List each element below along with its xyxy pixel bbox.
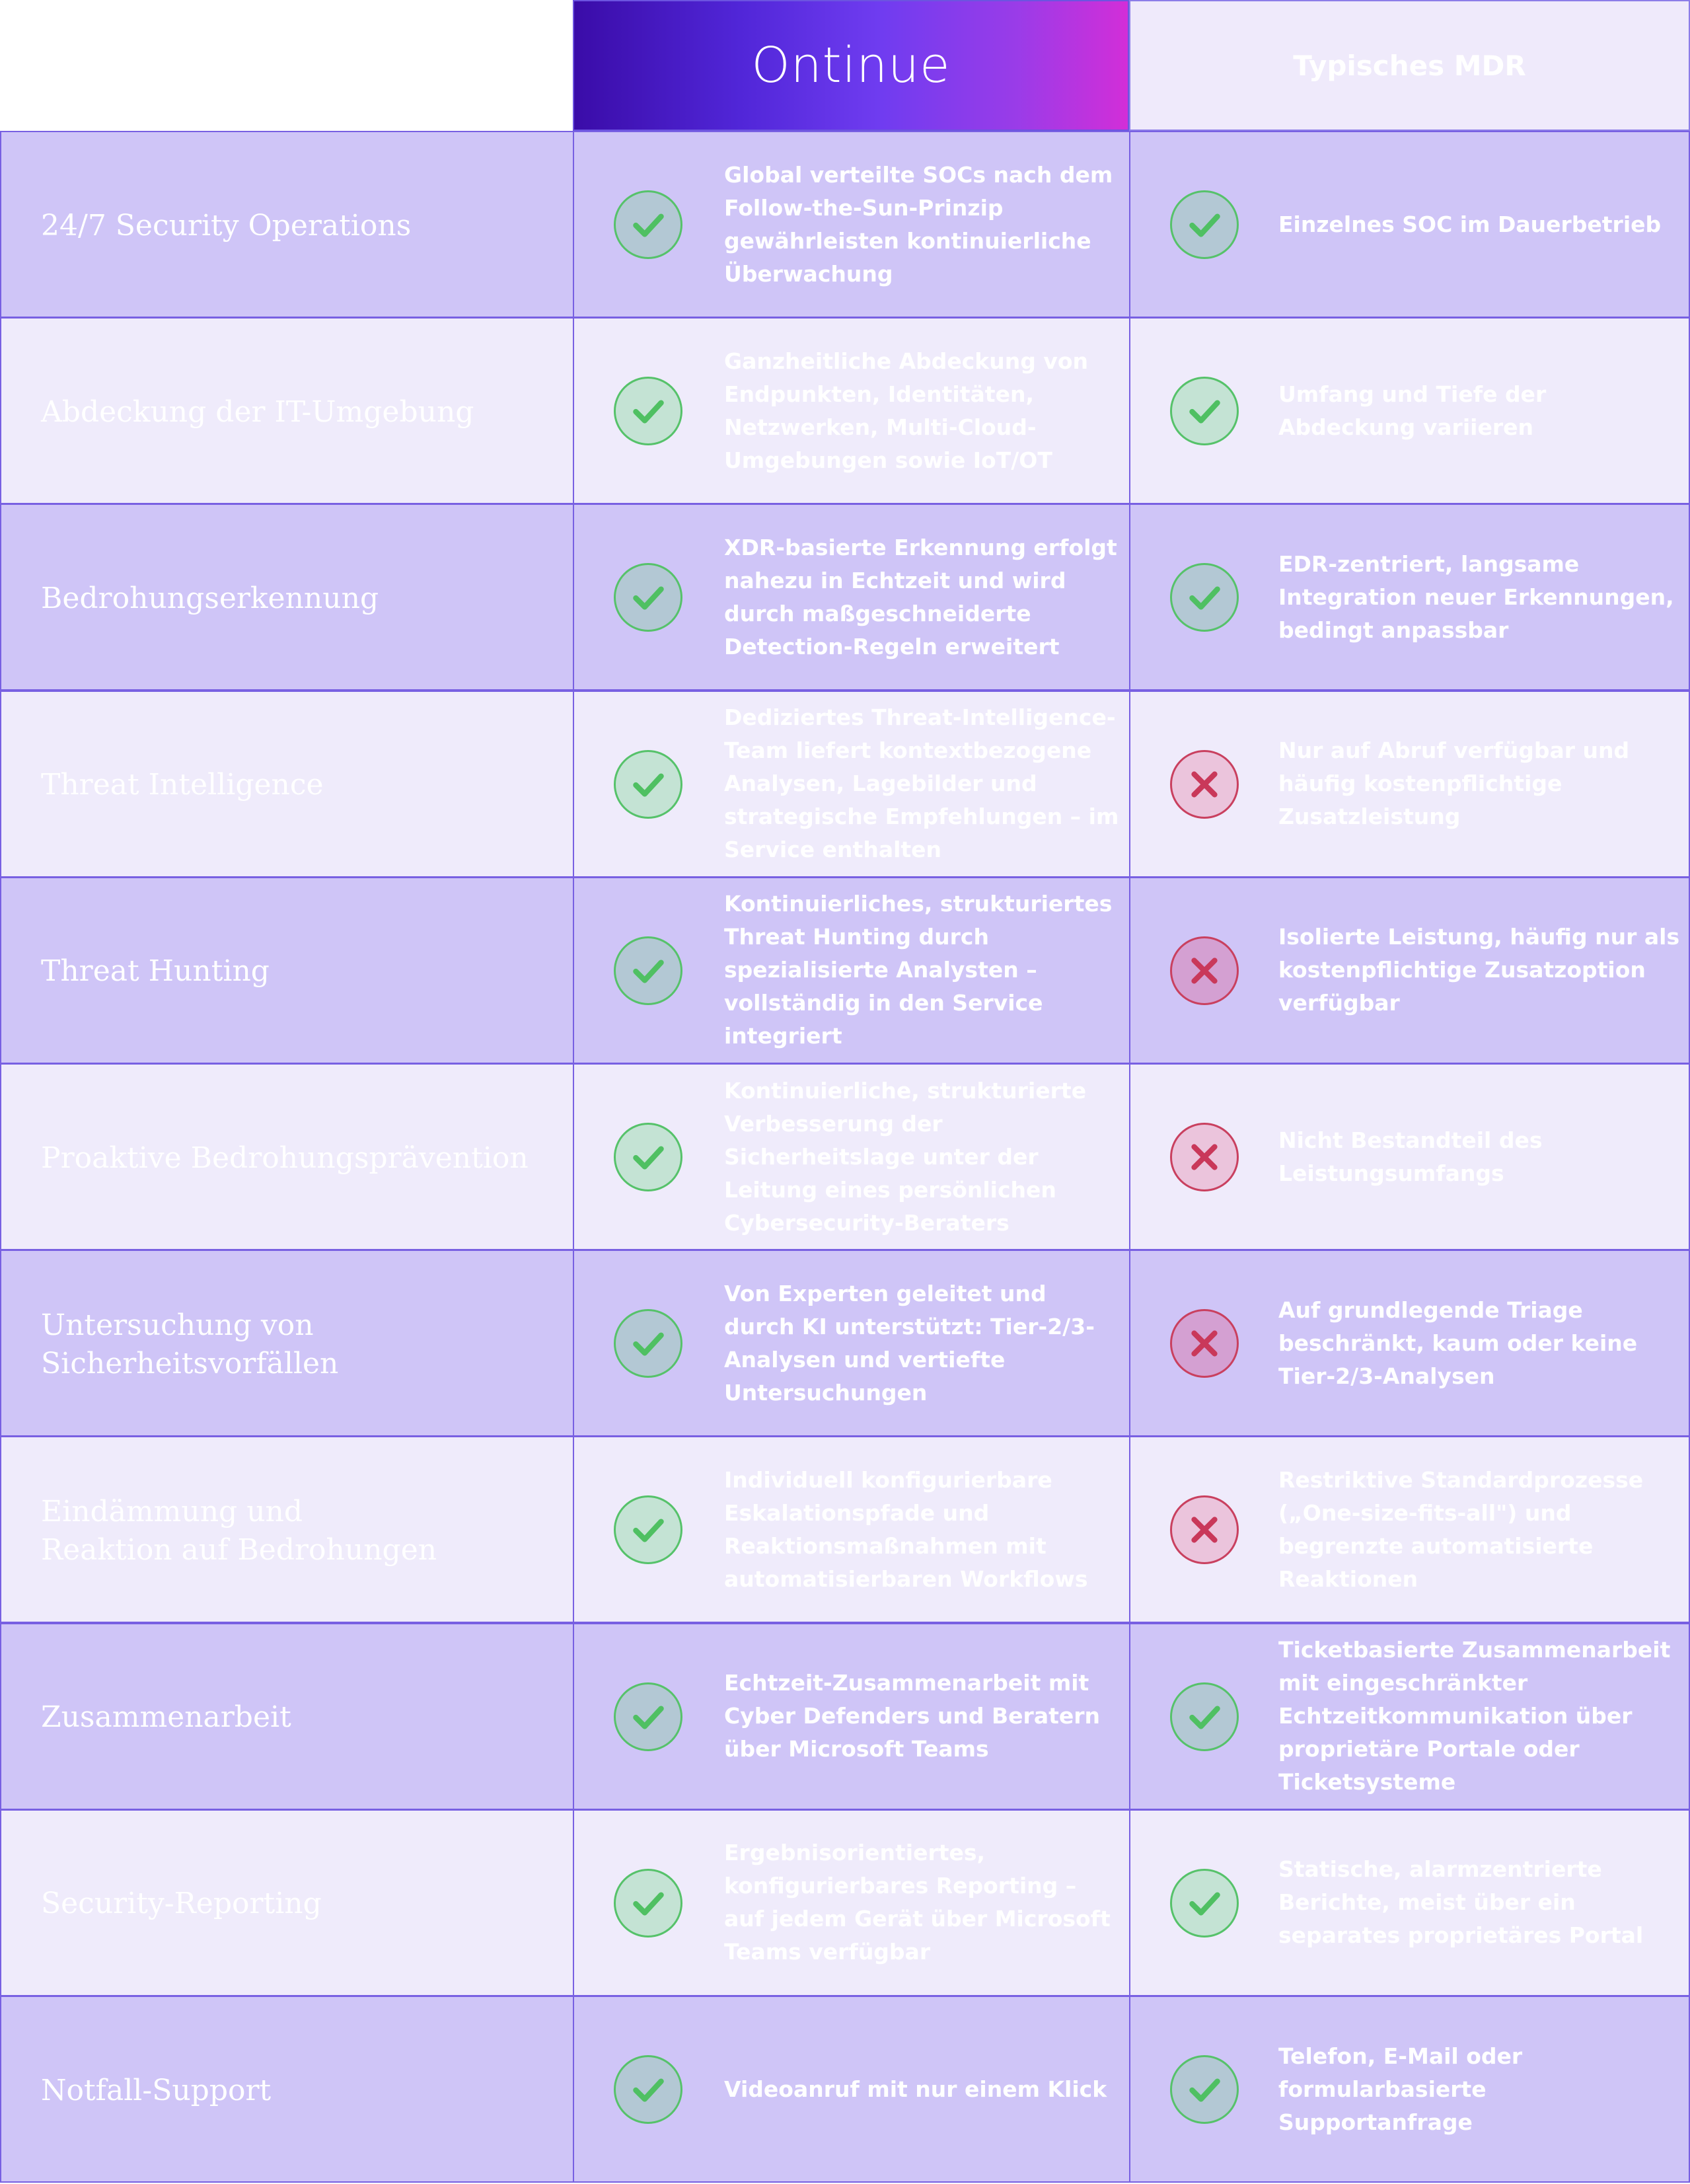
table-row	[0, 504, 1690, 691]
mdr-description: EDR-zentriert, langsame Integration neuer Erkennungen, bedingt anpassbar	[1278, 550, 1674, 643]
mdr-description: Auf grundlegende Triage beschränkt, kaum oder keine Tier-2/3-Analysen	[1278, 1297, 1638, 1389]
table-row	[0, 317, 1690, 504]
check-icon	[1170, 563, 1239, 632]
feature-label: Proaktive Bedrohungsprävention	[41, 1141, 529, 1175]
ontinue-cell	[573, 691, 1130, 878]
ontinue-description: Von Experten geleitet und durch KI unterstützt: Tier-2/3-Analysen und vertiefte Untersuchungen	[724, 1280, 1095, 1406]
check-icon	[614, 1682, 682, 1751]
header-mdr-cell	[1129, 0, 1690, 131]
feature-cell	[0, 1250, 574, 1437]
check-icon	[1170, 377, 1239, 445]
cross-icon	[1170, 1123, 1239, 1191]
ontinue-description: Global verteilte SOCs nach dem Follow-the-Sun-Prinzip gewährleisten kontinuierliche Überwachung	[724, 161, 1113, 287]
feature-cell	[0, 317, 574, 504]
check-icon	[614, 1869, 682, 1938]
feature-label: Threat Intelligence	[41, 768, 324, 802]
mdr-cell	[1129, 691, 1690, 878]
table-row	[0, 1436, 1690, 1623]
header-empty-cell	[0, 0, 573, 131]
ontinue-description: Videoanruf mit nur einem Klick	[724, 2076, 1107, 2102]
cross-icon	[1170, 936, 1239, 1005]
table-row	[0, 1996, 1690, 2183]
mdr-cell	[1129, 877, 1690, 1064]
feature-cell	[0, 877, 574, 1064]
feature-label: Abdeckung der IT-Umgebung	[41, 395, 474, 429]
table-row	[0, 691, 1690, 878]
table-row	[0, 877, 1690, 1064]
feature-label: Security-Reporting	[41, 1887, 322, 1921]
feature-cell	[0, 1996, 574, 2183]
feature-cell	[0, 1623, 574, 1810]
ontinue-cell	[573, 317, 1130, 504]
check-icon	[1170, 2055, 1239, 2124]
check-icon	[614, 377, 682, 445]
mdr-cell	[1129, 1063, 1690, 1250]
ontinue-cell	[573, 1996, 1130, 2183]
feature-cell	[0, 1436, 574, 1623]
check-icon	[614, 2055, 682, 2124]
cross-icon	[1170, 1309, 1239, 1378]
feature-cell	[0, 691, 574, 878]
feature-cell	[0, 1809, 574, 1996]
feature-label: Bedrohungserkennung	[41, 581, 379, 615]
check-icon	[1170, 1682, 1239, 1751]
feature-cell	[0, 1063, 574, 1250]
mdr-description: Umfang und Tiefe der Abdeckung variieren	[1278, 381, 1547, 440]
mdr-description: Telefon, E-Mail oder formularbasierte Supportanfrage	[1278, 2043, 1523, 2135]
ontinue-cell	[573, 1809, 1130, 1996]
ontinue-description: Ergebnisorientiertes, konfigurierbares Reporting – auf jedem Gerät über Microsoft Teams verfügbar	[724, 1840, 1111, 1965]
ontinue-cell	[573, 1436, 1130, 1623]
table-row	[0, 1623, 1690, 1810]
feature-label: Notfall-Support	[41, 2073, 272, 2107]
check-icon	[614, 1309, 682, 1378]
mdr-description: Restriktive Standardprozesse („One-size-fits-all") und begrenzte automatisierte Reaktionen	[1278, 1466, 1644, 1592]
mdr-description: Nur auf Abruf verfügbar und häufig kostenpflichtige Zusatzleistung	[1278, 737, 1630, 830]
feature-label: 24/7 Security Operations	[41, 208, 412, 243]
competitor-label: Typisches MDR	[1293, 49, 1526, 82]
mdr-cell	[1129, 1996, 1690, 2183]
header-ontinue-cell	[573, 0, 1129, 131]
ontinue-logo: Ontinue	[751, 37, 951, 94]
ontinue-description: Ganzheitliche Abdeckung von Endpunkten, Identitäten, Netzwerken, Multi-Cloud-Umgebungen sowie IoT/OT	[724, 348, 1089, 473]
feature-cell	[0, 131, 574, 318]
ontinue-description: Echtzeit-Zusammenarbeit mit Cyber Defenders und Beratern über Microsoft Teams	[724, 1670, 1101, 1762]
ontinue-description: Dediziertes Threat-Intelligence-Team liefert kontextbezogene Analysen, Lagebilder und strategische Empfehlungen – im Service enthalten	[724, 704, 1119, 863]
mdr-cell	[1129, 504, 1690, 691]
mdr-description: Ticketbasierte Zusammenarbeit mit eingeschränkter Echtzeitkommunikation über proprietäre Portale oder Ticketsysteme	[1278, 1637, 1671, 1795]
mdr-cell	[1129, 317, 1690, 504]
mdr-cell	[1129, 1250, 1690, 1437]
cross-icon	[1170, 1495, 1239, 1564]
table-row	[0, 131, 1690, 318]
check-icon	[1170, 190, 1239, 259]
table-row	[0, 1250, 1690, 1437]
ontinue-cell	[573, 1063, 1130, 1250]
ontinue-cell	[573, 877, 1130, 1064]
feature-label: Zusammenarbeit	[41, 1700, 291, 1735]
table-header	[0, 0, 1690, 131]
ontinue-cell	[573, 1250, 1130, 1437]
ontinue-description: Individuell konfigurierbare Eskalationspfade und Reaktionsmaßnahmen mit automatisierbaren Workflows	[724, 1466, 1088, 1592]
ontinue-description: Kontinuierliches, strukturiertes Threat Hunting durch spezialisierte Analysten – vollständig in den Service integriert	[724, 891, 1113, 1049]
mdr-cell	[1129, 1809, 1690, 1996]
feature-cell	[0, 504, 574, 691]
check-icon	[1170, 1869, 1239, 1938]
ontinue-description: XDR-basierte Erkennung erfolgt nahezu in Echtzeit und wird durch maßgeschneiderte Detection-Regeln erweitert	[724, 534, 1117, 659]
mdr-description: Einzelnes SOC im Dauerbetrieb	[1278, 211, 1662, 237]
ontinue-cell	[573, 504, 1130, 691]
check-icon	[614, 750, 682, 819]
mdr-cell	[1129, 1436, 1690, 1623]
feature-label: Untersuchung von Sicherheitsvorfällen	[41, 1308, 339, 1380]
mdr-cell	[1129, 131, 1690, 318]
mdr-description: Nicht Bestandteil des Leistungsumfangs	[1278, 1127, 1543, 1186]
mdr-description: Statische, alarmzentrierte Berichte, meist über ein separates proprietäres Portal	[1278, 1856, 1644, 1949]
feature-label: Eindämmung und Reaktion auf Bedrohungen	[41, 1494, 437, 1567]
table-row	[0, 1809, 1690, 1996]
check-icon	[614, 563, 682, 632]
table-row	[0, 1063, 1690, 1250]
check-icon	[614, 1123, 682, 1191]
mdr-cell	[1129, 1623, 1690, 1810]
ontinue-description: Kontinuierliche, strukturierte Verbesserung der Sicherheitslage unter der Leitung eines persönlichen Cybersecurity-Beraters	[724, 1077, 1087, 1236]
cross-icon	[1170, 750, 1239, 819]
mdr-description: Isolierte Leistung, häufig nur als kostenpflichtige Zusatzoption verfügbar	[1278, 924, 1680, 1016]
check-icon	[614, 190, 682, 259]
check-icon	[614, 936, 682, 1005]
feature-label: Threat Hunting	[41, 954, 270, 989]
ontinue-cell	[573, 131, 1130, 318]
check-icon	[614, 1495, 682, 1564]
ontinue-cell	[573, 1623, 1130, 1810]
